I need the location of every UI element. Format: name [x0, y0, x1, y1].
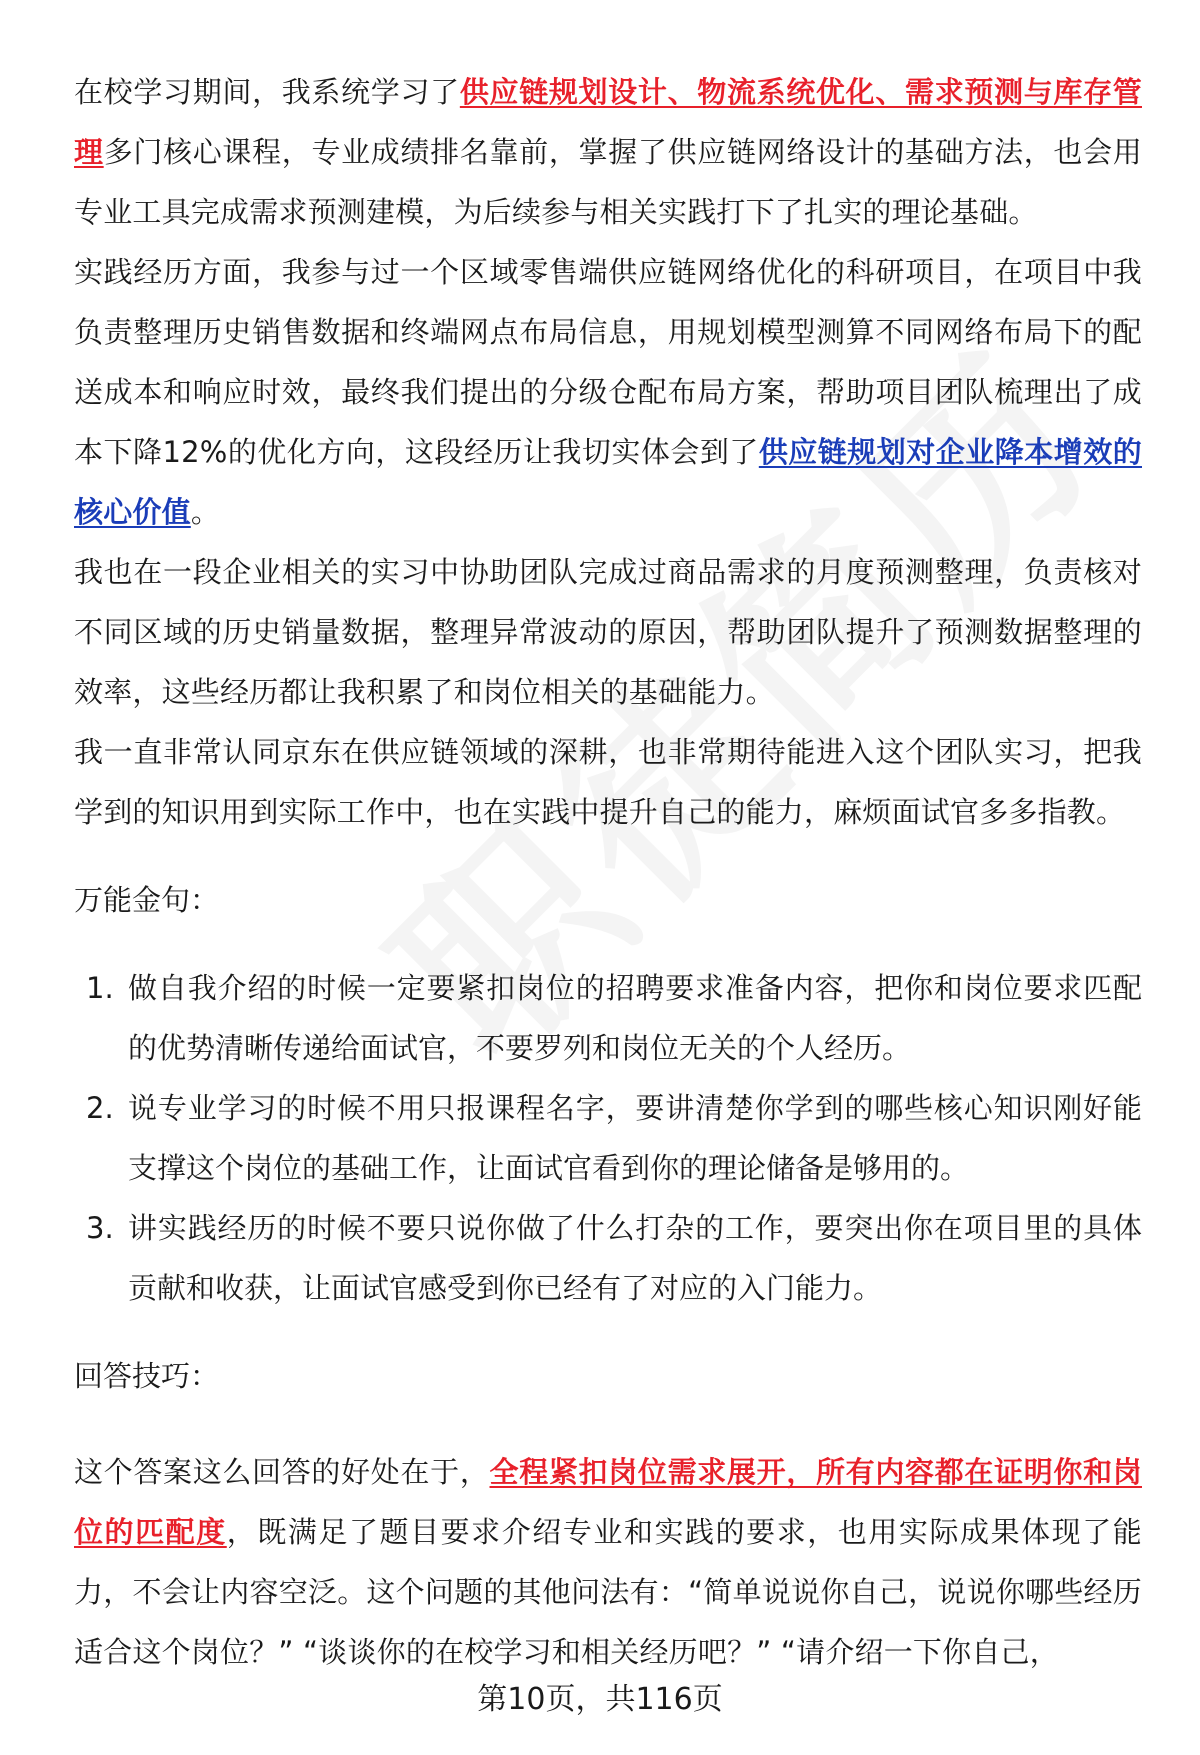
tips-heading: 回答技巧：	[74, 1359, 220, 1393]
text: 这个答案这么回答的好处在于，	[74, 1455, 490, 1489]
list-text: 做自我介绍的时候一定要紧扣岗位的招聘要求准备内容，把你和岗位要求匹配的优势清晰传递给面试官，不要罗列和岗位无关的个人经历。	[128, 971, 1142, 1065]
highlight-value: 供应链规划对企业降本增效的核心价值	[74, 435, 1142, 529]
paragraph-internship: 我也在一段企业相关的实习中协助团队完成过商品需求的月度预测整理，负责核对不同区域的历史销量数据，整理异常波动的原因，帮助团队提升了预测数据整理的效率，这些经历都让我积累了和岗位相关的基础能力。	[74, 555, 1142, 709]
paragraph-study	[74, 62, 1142, 242]
paragraph-closing: 我一直非常认同京东在供应链领域的深耕，也非常期待能进入这个团队实习，把我学到的知识用到实际工作中，也在实践中提升自己的能力，麻烦面试官多多指教。	[74, 735, 1142, 829]
list-number: 1.	[86, 971, 114, 1005]
text: 在校学习期间，我系统学习了	[74, 75, 460, 109]
paragraph-tips	[74, 1442, 1142, 1682]
list-item	[74, 1198, 1142, 1318]
paragraph-practice	[74, 242, 1142, 542]
text: 。	[190, 495, 221, 529]
golden-heading: 万能金句：	[74, 883, 220, 917]
text: ，既满足了题目要求介绍专业和实践的要求，也用实际成果体现了能力，不会让内容空泛。这个问题的其他问法有：“简单说说你自己，说说你哪些经历适合这个岗位？” “谈谈你的在校学习和相关经历吧？” “请介绍一下你自己，	[74, 1515, 1142, 1669]
list-item	[74, 958, 1142, 1078]
list-item	[74, 1078, 1142, 1198]
highlight-match: 全程紧扣岗位需求展开，所有内容都在证明你和岗位的匹配度	[74, 1455, 1142, 1549]
page-footer: 第10页，共116页	[477, 1682, 723, 1717]
text: 实践经历方面，我参与过一个区域零售端供应链网络优化的科研项目，在项目中我负责整理历史销售数据和终端网点布局信息，用规划模型测算不同网络布局下的配送成本和响应时效，最终我们提出的分级仓配布局方案，帮助项目团队梳理出了成本下降12%的优化方向，这段经历让我切实体会到了	[74, 255, 1142, 469]
text: 多门核心课程，专业成绩排名靠前，掌握了供应链网络设计的基础方法，也会用专业工具完成需求预测建模，为后续参与相关实践打下了扎实的理论基础。	[74, 135, 1142, 229]
list-number: 2.	[86, 1091, 114, 1125]
golden-list	[74, 958, 1142, 1318]
list-text: 说专业学习的时候不用只报课程名字，要讲清楚你学到的哪些核心知识刚好能支撑这个岗位的基础工作，让面试官看到你的理论储备是够用的。	[128, 1091, 1142, 1185]
list-text: 讲实践经历的时候不要只说你做了什么打杂的工作，要突出你在项目里的具体贡献和收获，让面试官感受到你已经有了对应的入门能力。	[128, 1211, 1142, 1305]
list-number: 3.	[86, 1211, 114, 1245]
highlight-courses: 供应链规划设计、物流系统优化、需求预测与库存管理	[74, 75, 1142, 169]
document-body	[74, 62, 1142, 1682]
